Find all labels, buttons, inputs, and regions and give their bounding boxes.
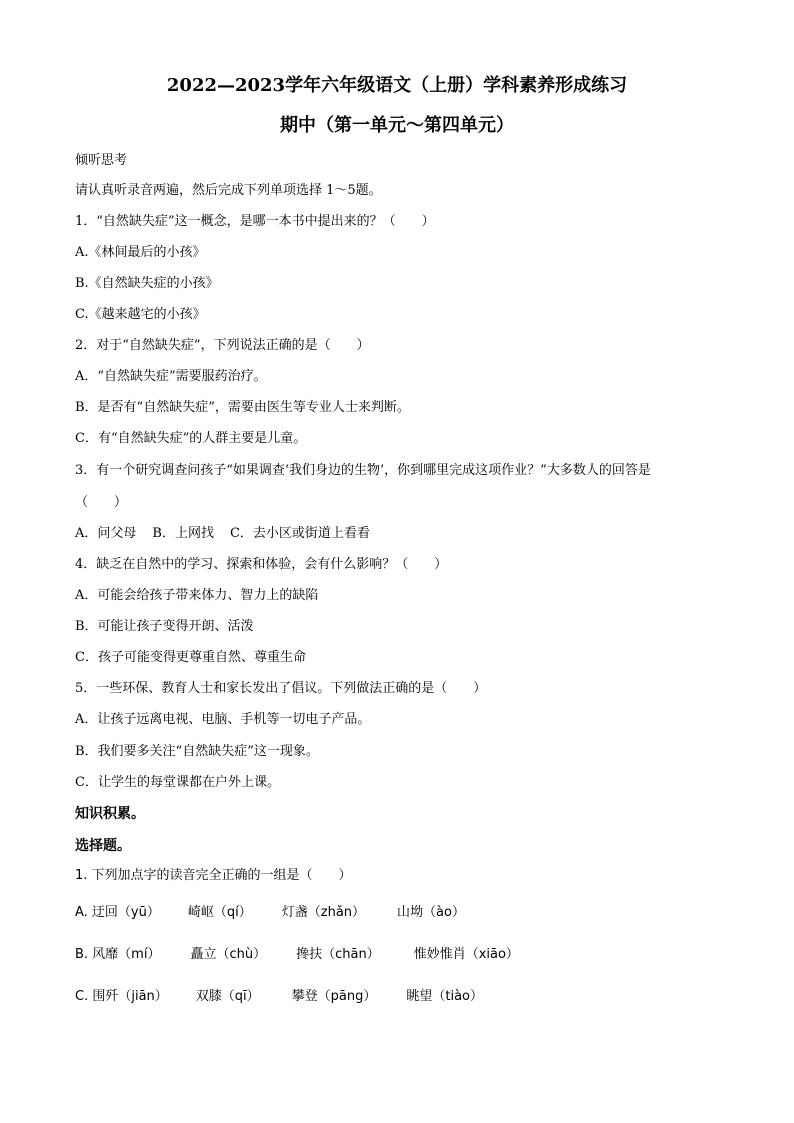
listening-q5-option-c: C．让学生的每堂课都在户外上课。 — [75, 775, 280, 790]
knowledge-q1-option-b — [75, 946, 519, 964]
listening-q3-stem-cont: （ ） — [75, 495, 128, 510]
listening-q1-stem: 1．“自然缺失症”这一概念，是哪一本书中提出来的？（ ） — [75, 214, 435, 229]
listening-q3-options — [75, 525, 370, 543]
listening-q2-option-a: A．“自然缺失症”需要服药治疗。 — [75, 369, 267, 384]
knowledge-q1-a-item: 山坳（ào） — [397, 905, 465, 920]
knowledge-q1-b-item: 惟妙惟肖（xiāo） — [413, 947, 519, 962]
listening-q3-option-b: B．上网找 — [152, 526, 214, 541]
listening-q3-stem: 3．有一个研究调查问孩子“如果调查‘我们身边的生物’，你到哪里完成这项作业？”大多数人的回答是 — [75, 463, 651, 478]
listening-q1-option-a: A.《林间最后的小孩》 — [75, 245, 206, 260]
knowledge-sub-label: 选择题。 — [75, 838, 131, 854]
knowledge-q1-stem: 1. 下列加点字的读音完全正确的一组是（ ） — [75, 868, 352, 883]
listening-q4-option-b: B．可能让孩子变得开朗、活泼 — [75, 619, 254, 634]
knowledge-q1-a-item: 崎岖（qí） — [187, 905, 252, 920]
knowledge-q1-option-c — [75, 988, 483, 1006]
knowledge-q1-a-item: 灯盏（zhǎn） — [281, 905, 366, 920]
page-title: 2022—2023学年六年级语文（上册）学科素养形成练习 — [166, 75, 628, 96]
listening-instruction: 请认真听录音两遍，然后完成下列单项选择 1～5题。 — [75, 183, 382, 198]
knowledge-q1-c-item: C. 围歼（jiān） — [75, 989, 168, 1004]
listening-q1-option-c: C.《越来越宅的小孩》 — [75, 307, 206, 322]
knowledge-q1-b-item: 搀扶（chān） — [296, 947, 380, 962]
listening-q2-option-b: B．是否有“自然缺失症”，需要由医生等专业人士来判断。 — [75, 400, 410, 415]
knowledge-section-label: 知识积累。 — [75, 806, 145, 822]
listening-q4-stem: 4．缺乏在自然中的学习、探索和体验，会有什么影响？（ ） — [75, 557, 448, 572]
listening-q5-option-a: A．让孩子远离电视、电脑、手机等一切电子产品。 — [75, 712, 371, 727]
knowledge-q1-c-item: 眺望（tiào） — [406, 989, 484, 1004]
knowledge-q1-option-a — [75, 904, 465, 922]
knowledge-q1-b-item: 矗立（chù） — [190, 947, 267, 962]
listening-section-label: 倾听思考 — [75, 153, 128, 168]
knowledge-q1-b-item: B. 风靡（mí） — [75, 947, 161, 962]
knowledge-q1-a-item: A. 迂回（yū） — [75, 905, 160, 920]
knowledge-q1-c-item: 攀登（pāng） — [291, 989, 377, 1004]
page-subtitle: 期中（第一单元～第四单元） — [280, 115, 514, 136]
listening-q3-option-c: C．去小区或街道上看看 — [229, 526, 370, 541]
listening-q1-option-b: B.《自然缺失症的小孩》 — [75, 276, 219, 291]
listening-q2-option-c: C．有“自然缺失症”的人群主要是儿童。 — [75, 431, 307, 446]
listening-q3-option-a: A．问父母 — [75, 526, 137, 541]
listening-q5-option-b: B．我们要多关注“自然缺失症”这一现象。 — [75, 744, 319, 759]
knowledge-q1-c-item: 双膝（qī） — [195, 989, 260, 1004]
listening-q5-stem: 5．一些环保、教育人士和家长发出了倡议。下列做法正确的是（ ） — [75, 681, 487, 696]
listening-q4-option-c: C．孩子可能变得更尊重自然、尊重生命 — [75, 650, 306, 665]
listening-q4-option-a: A．可能会给孩子带来体力、智力上的缺陷 — [75, 588, 319, 603]
listening-q2-stem: 2．对于“自然缺失症”，下列说法正确的是（ ） — [75, 338, 370, 353]
